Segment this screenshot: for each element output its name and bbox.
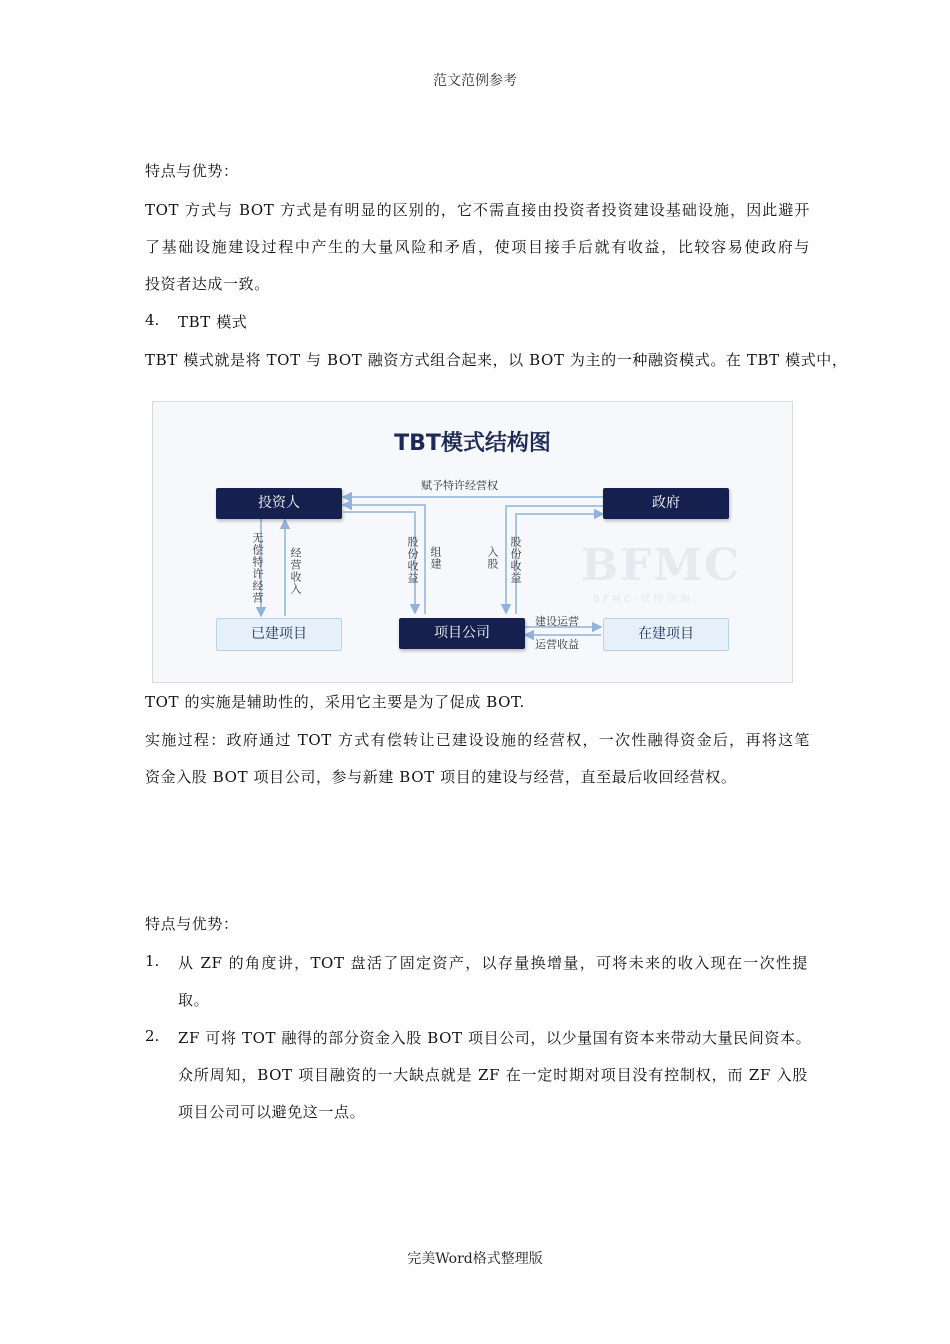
label-build-operate: 建设运营 xyxy=(535,615,579,628)
paragraph-line: 投资者达成一致。 xyxy=(145,275,270,293)
label-operating-income: 经营收入 xyxy=(289,547,302,595)
list-item-line: 从 ZF 的角度讲，TOT 盘活了固定资产，以存量换增量，可将未来的收入现在一次性提 xyxy=(178,954,808,972)
list-item-line: 项目公司可以避免这一点。 xyxy=(178,1103,366,1121)
node-project-company: 项目公司 xyxy=(399,618,525,649)
label-grant-franchise: 赋予特许经营权 xyxy=(421,479,498,492)
label-operating-profit: 运营收益 xyxy=(535,638,579,651)
paragraph-line: TBT 模式就是将 TOT 与 BOT 融资方式组合起来，以 BOT 为主的一种融资模式。在 TBT 模式中， xyxy=(145,351,848,369)
list-item-line: 众所周知，BOT 项目融资的一大缺点就是 ZF 在一定时期对项目没有控制权，而 ZF 入股 xyxy=(178,1066,808,1084)
paragraph-line: TOT 的实施是辅助性的，采用它主要是为了促成 BOT. xyxy=(145,693,525,711)
list-item-line: 取。 xyxy=(178,991,210,1009)
section-heading: 特点与优势： xyxy=(145,915,239,933)
section-number: 4. xyxy=(145,311,160,329)
page-footer: 完美Word格式整理版 xyxy=(407,1251,543,1267)
list-item-number: 2. xyxy=(145,1027,160,1045)
section-heading: 特点与优势： xyxy=(145,162,239,180)
watermark-subtitle: B F M C · 管 理 咨 询 xyxy=(593,594,690,605)
paragraph-line: TOT 方式与 BOT 方式是有明显的区别的，它不需直接由投资者投资建设基础设施，因此避开 xyxy=(145,201,810,219)
paragraph-line: 资金入股 BOT 项目公司，参与新建 BOT 项目的建设与经营，直至最后收回经营权。 xyxy=(145,768,737,786)
list-item-number: 1. xyxy=(145,952,160,970)
label-dividend-right: 股份收益 xyxy=(509,536,522,584)
arrow-dividend-right xyxy=(516,514,603,614)
section-title: TBT 模式 xyxy=(178,313,248,331)
tbt-structure-diagram xyxy=(152,401,793,683)
arrow-establish xyxy=(343,512,415,613)
diagram-title: TBT模式结构图 xyxy=(394,431,551,456)
node-government: 政府 xyxy=(603,488,729,519)
list-item-line: ZF 可将 TOT 融得的部分资金入股 BOT 项目公司，以少量国有资本来带动大量民间资本。 xyxy=(178,1029,812,1047)
node-built-project: 已建项目 xyxy=(216,618,342,651)
label-shares: 入股 xyxy=(486,546,499,570)
node-investor: 投资人 xyxy=(216,488,342,519)
page-header: 范文范例参考 xyxy=(433,73,517,89)
label-dividend-left: 股份收益 xyxy=(406,536,419,584)
label-free-transfer: 无偿特许经营 xyxy=(251,532,264,604)
watermark: BFMC xyxy=(581,540,742,591)
paragraph-line: 实施过程：政府通过 TOT 方式有偿转让已建设设施的经营权，一次性融得资金后，再将这笔 xyxy=(145,731,810,749)
label-establish: 组建 xyxy=(429,546,442,570)
paragraph-line: 了基础设施建设过程中产生的大量风险和矛盾，使项目接手后就有收益，比较容易使政府与 xyxy=(145,238,810,256)
node-building-project: 在建项目 xyxy=(603,618,729,651)
